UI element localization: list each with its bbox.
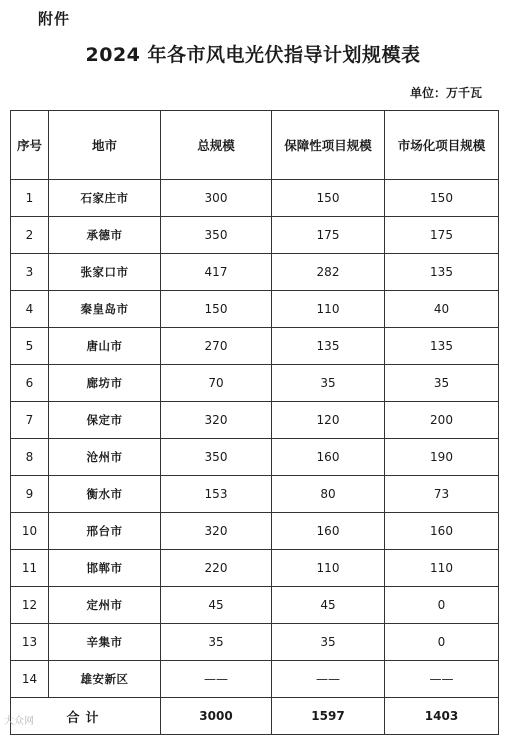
cell-guaranteed: 175 bbox=[272, 217, 385, 254]
table-row bbox=[11, 291, 499, 328]
column-header-market: 市场化项目规模 bbox=[385, 111, 499, 180]
total-sum-market: 1403 bbox=[385, 698, 499, 735]
cell-guaranteed: 45 bbox=[272, 587, 385, 624]
cell-guaranteed: 282 bbox=[272, 254, 385, 291]
cell-guaranteed: 120 bbox=[272, 402, 385, 439]
table-row bbox=[11, 661, 499, 698]
cell-total: 350 bbox=[161, 217, 272, 254]
table-row bbox=[11, 550, 499, 587]
total-sum-total: 3000 bbox=[161, 698, 272, 735]
cell-guaranteed: 160 bbox=[272, 439, 385, 476]
cell-index: 10 bbox=[11, 513, 49, 550]
cell-total: 320 bbox=[161, 513, 272, 550]
cell-city: 邯郸市 bbox=[49, 550, 161, 587]
cell-index: 5 bbox=[11, 328, 49, 365]
cell-guaranteed: 150 bbox=[272, 180, 385, 217]
table-header-row bbox=[11, 111, 499, 180]
cell-market: 190 bbox=[385, 439, 499, 476]
total-label: 合计 bbox=[11, 698, 161, 735]
cell-index: 4 bbox=[11, 291, 49, 328]
cell-market: 35 bbox=[385, 365, 499, 402]
table-row bbox=[11, 439, 499, 476]
table-row bbox=[11, 217, 499, 254]
cell-total: 320 bbox=[161, 402, 272, 439]
total-row bbox=[11, 698, 499, 735]
cell-guaranteed: 160 bbox=[272, 513, 385, 550]
cell-guaranteed: 35 bbox=[272, 365, 385, 402]
cell-guaranteed: 80 bbox=[272, 476, 385, 513]
cell-market: 110 bbox=[385, 550, 499, 587]
cell-index: 13 bbox=[11, 624, 49, 661]
cell-total: 153 bbox=[161, 476, 272, 513]
cell-total: 300 bbox=[161, 180, 272, 217]
cell-index: 6 bbox=[11, 365, 49, 402]
column-header-city: 地市 bbox=[49, 111, 161, 180]
cell-market: —— bbox=[385, 661, 499, 698]
cell-index: 9 bbox=[11, 476, 49, 513]
cell-market: 0 bbox=[385, 624, 499, 661]
cell-city: 唐山市 bbox=[49, 328, 161, 365]
cell-city: 张家口市 bbox=[49, 254, 161, 291]
cell-total: 150 bbox=[161, 291, 272, 328]
cell-total: 35 bbox=[161, 624, 272, 661]
page-title: 2024 年各市风电光伏指导计划规模表 bbox=[85, 44, 421, 66]
cell-total: 70 bbox=[161, 365, 272, 402]
cell-index: 14 bbox=[11, 661, 49, 698]
cell-market: 160 bbox=[385, 513, 499, 550]
cell-market: 175 bbox=[385, 217, 499, 254]
cell-guaranteed: 110 bbox=[272, 550, 385, 587]
cell-guaranteed: —— bbox=[272, 661, 385, 698]
cell-total: 350 bbox=[161, 439, 272, 476]
cell-market: 40 bbox=[385, 291, 499, 328]
column-header-index: 序号 bbox=[11, 111, 49, 180]
cell-city: 辛集市 bbox=[49, 624, 161, 661]
cell-index: 11 bbox=[11, 550, 49, 587]
cell-index: 12 bbox=[11, 587, 49, 624]
cell-market: 135 bbox=[385, 328, 499, 365]
table-row bbox=[11, 587, 499, 624]
column-header-total: 总规模 bbox=[161, 111, 272, 180]
cell-index: 3 bbox=[11, 254, 49, 291]
cell-market: 73 bbox=[385, 476, 499, 513]
cell-city: 石家庄市 bbox=[49, 180, 161, 217]
cell-total: —— bbox=[161, 661, 272, 698]
table-row bbox=[11, 476, 499, 513]
cell-total: 417 bbox=[161, 254, 272, 291]
cell-city: 定州市 bbox=[49, 587, 161, 624]
cell-city: 保定市 bbox=[49, 402, 161, 439]
column-header-guaranteed: 保障性项目规模 bbox=[272, 111, 385, 180]
plan-table bbox=[10, 110, 499, 735]
cell-index: 7 bbox=[11, 402, 49, 439]
cell-city: 秦皇岛市 bbox=[49, 291, 161, 328]
table-row bbox=[11, 328, 499, 365]
cell-index: 1 bbox=[11, 180, 49, 217]
cell-total: 45 bbox=[161, 587, 272, 624]
watermark: 大众网 bbox=[4, 716, 34, 727]
cell-city: 邢台市 bbox=[49, 513, 161, 550]
table-row bbox=[11, 180, 499, 217]
cell-guaranteed: 35 bbox=[272, 624, 385, 661]
cell-index: 2 bbox=[11, 217, 49, 254]
table-row bbox=[11, 254, 499, 291]
cell-city: 雄安新区 bbox=[49, 661, 161, 698]
cell-index: 8 bbox=[11, 439, 49, 476]
cell-city: 承德市 bbox=[49, 217, 161, 254]
table-row bbox=[11, 624, 499, 661]
cell-market: 135 bbox=[385, 254, 499, 291]
cell-market: 0 bbox=[385, 587, 499, 624]
table-row bbox=[11, 365, 499, 402]
attachment-label: 附件 bbox=[38, 10, 71, 28]
cell-total: 220 bbox=[161, 550, 272, 587]
cell-total: 270 bbox=[161, 328, 272, 365]
cell-city: 衡水市 bbox=[49, 476, 161, 513]
cell-market: 200 bbox=[385, 402, 499, 439]
table-row bbox=[11, 513, 499, 550]
unit-label: 单位：万千瓦 bbox=[409, 86, 482, 100]
total-sum-guaranteed: 1597 bbox=[272, 698, 385, 735]
cell-guaranteed: 135 bbox=[272, 328, 385, 365]
cell-guaranteed: 110 bbox=[272, 291, 385, 328]
cell-city: 沧州市 bbox=[49, 439, 161, 476]
table-row bbox=[11, 402, 499, 439]
cell-city: 廊坊市 bbox=[49, 365, 161, 402]
cell-market: 150 bbox=[385, 180, 499, 217]
